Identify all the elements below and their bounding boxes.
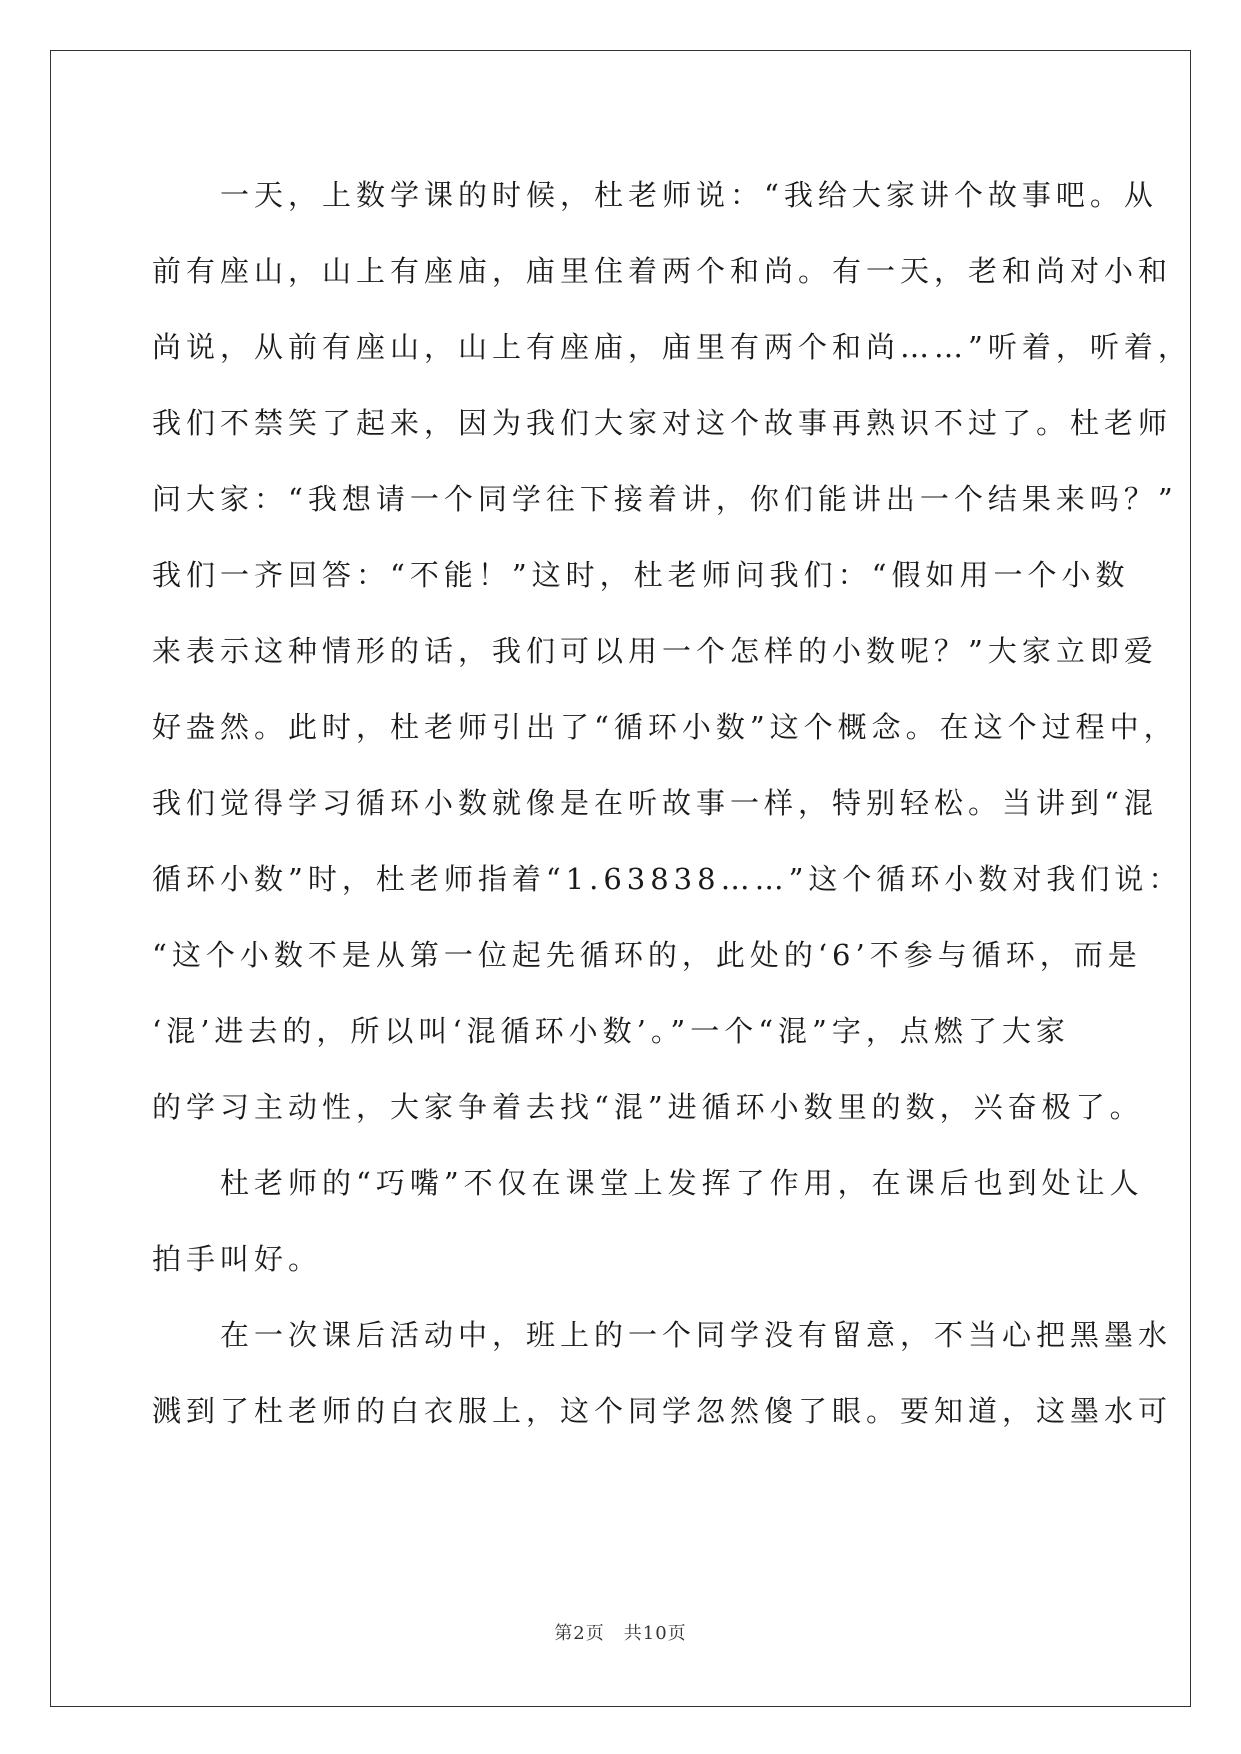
text-line: 的学习主动性，大家争着去找“混”进循环小数里的数，兴奋极了。 — [152, 1090, 1144, 1124]
text-line: 我们一齐回答：“不能！”这时，杜老师问我们：“假如用一个小数 — [152, 558, 1130, 592]
text-line: 溅到了杜老师的白衣服上，这个同学忽然傻了眼。要知道，这墨水可 — [152, 1394, 1173, 1428]
page-number: 第2页 共10页 — [554, 1623, 687, 1644]
text-line: 来表示这种情形的话，我们可以用一个怎样的小数呢？”大家立即爱 — [152, 634, 1158, 668]
text-line: 尚说，从前有座山，山上有座庙，庙里有两个和尚……”听着，听着， — [152, 330, 1192, 364]
text-line: ‘混’进去的，所以叫‘混循环小数’。”一个“混”字，点燃了大家 — [152, 1014, 1070, 1048]
text-line: 杜老师的“巧嘴”不仅在课堂上发挥了作用，在课后也到处让人 — [152, 1166, 1144, 1200]
text-line: 我们不禁笑了起来，因为我们大家对这个故事再熟识不过了。杜老师 — [152, 406, 1173, 440]
text-line: 好盎然。此时，杜老师引出了“循环小数”这个概念。在这个过程中， — [152, 710, 1178, 744]
text-line: 问大家：“我想请一个同学往下接着讲，你们能讲出一个结果来吗？” — [152, 482, 1178, 516]
text-line: 一天，上数学课的时候，杜老师说：“我给大家讲个故事吧。从 — [152, 178, 1158, 212]
text-line: 我们觉得学习循环小数就像是在听故事一样，特别轻松。当讲到“混 — [152, 786, 1158, 820]
document-body — [152, 157, 1192, 1449]
text-line: “这个小数不是从第一位起先循环的，此处的‘6’不参与循环，而是 — [152, 938, 1142, 972]
text-line: 在一次课后活动中，班上的一个同学没有留意，不当心把黑墨水 — [152, 1318, 1173, 1352]
text-line: 前有座山，山上有座庙，庙里住着两个和尚。有一天，老和尚对小和 — [152, 254, 1173, 288]
text-line: 循环小数”时，杜老师指着“1.63838……”这个循环小数对我们说： — [152, 862, 1183, 896]
text-line: 拍手叫好。 — [152, 1242, 323, 1276]
